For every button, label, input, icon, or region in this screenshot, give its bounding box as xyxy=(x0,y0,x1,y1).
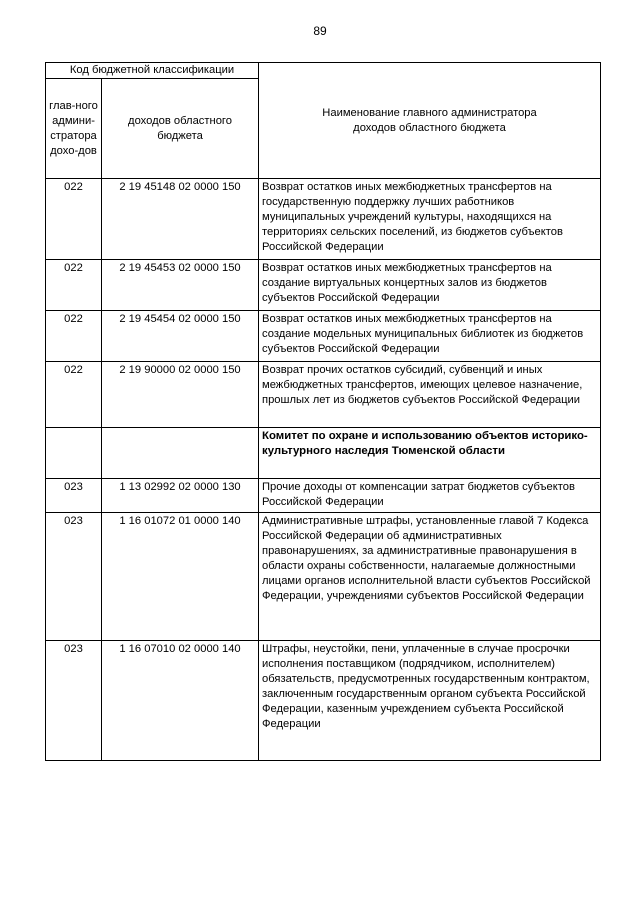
revenue-code-cell xyxy=(102,428,259,479)
header-regional-revenue: доходов областного бюджета xyxy=(102,79,259,179)
admin-code-cell xyxy=(46,428,102,479)
revenue-code-cell: 1 16 07010 02 0000 140 xyxy=(102,641,259,761)
revenue-name-cell: Административные штрафы, установленные главой 7 Кодекса Российской Федерации об административных правонарушениях, за административные правонарушения в области охраны собственности, налагаемые должностными лицами органов исполнительной власти субъектов Российской Федерации, учреждениями субъектов Российской Федерации xyxy=(259,513,601,641)
revenue-code-cell: 2 19 45454 02 0000 150 xyxy=(102,311,259,362)
revenue-code-cell: 2 19 90000 02 0000 150 xyxy=(102,362,259,428)
revenue-name-cell: Возврат прочих остатков субсидий, субвенций и иных межбюджетных трансфертов, имеющих целевое назначение, прошлых лет из бюджетов субъектов Российской Федерации xyxy=(259,362,601,428)
page-number: 89 xyxy=(313,24,327,38)
revenue-code-cell: 2 19 45148 02 0000 150 xyxy=(102,179,259,260)
table-row xyxy=(46,362,601,428)
budget-classification-table xyxy=(45,62,601,761)
header-chief-administrator: глав-ного админи-стратора дохо-дов xyxy=(46,79,102,179)
revenue-code-cell: 1 13 02992 02 0000 130 xyxy=(102,479,259,513)
revenue-name-cell: Штрафы, неустойки, пени, уплаченные в случае просрочки исполнения поставщиком (подрядчиком, исполнителем) обязательств, предусмотренных государственным контрактом, заключенным государственным органом субъекта Российской Федерации, казенным учреждением субъекта Российской Федерации xyxy=(259,641,601,761)
table-row xyxy=(46,641,601,761)
section-heading-cell: Комитет по охране и использованию объектов историко-культурного наследия Тюменской области xyxy=(259,428,601,479)
table-row xyxy=(46,479,601,513)
table-row xyxy=(46,260,601,311)
table-row xyxy=(46,311,601,362)
admin-code-cell: 022 xyxy=(46,311,102,362)
table-row xyxy=(46,179,601,260)
revenue-code-cell: 2 19 45453 02 0000 150 xyxy=(102,260,259,311)
revenue-name-cell: Прочие доходы от компенсации затрат бюджетов субъектов Российской Федерации xyxy=(259,479,601,513)
admin-code-cell: 023 xyxy=(46,641,102,761)
admin-code-cell: 022 xyxy=(46,362,102,428)
revenue-code-cell: 1 16 01072 01 0000 140 xyxy=(102,513,259,641)
revenue-name-cell: Возврат остатков иных межбюджетных трансфертов на создание виртуальных концертных залов из бюджетов субъектов Российской Федерации xyxy=(259,260,601,311)
admin-code-cell: 023 xyxy=(46,479,102,513)
admin-code-cell: 022 xyxy=(46,179,102,260)
table-body xyxy=(46,179,601,761)
admin-code-cell: 022 xyxy=(46,260,102,311)
admin-code-cell: 023 xyxy=(46,513,102,641)
revenue-name-cell: Возврат остатков иных межбюджетных трансфертов на создание модельных муниципальных библиотек из бюджетов субъектов Российской Федерации xyxy=(259,311,601,362)
revenue-name-cell: Возврат остатков иных межбюджетных трансфертов на государственную поддержку лучших работников муниципальных учреждений культуры, находящихся на территориях сельских поселений, из бюджетов субъектов Российской Федерации xyxy=(259,179,601,260)
table-row xyxy=(46,428,601,479)
table-row xyxy=(46,513,601,641)
header-budget-classification-code: Код бюджетной классификации xyxy=(46,63,259,79)
header-administrator-name: Наименование главного администратора доходов областного бюджета xyxy=(259,63,601,179)
